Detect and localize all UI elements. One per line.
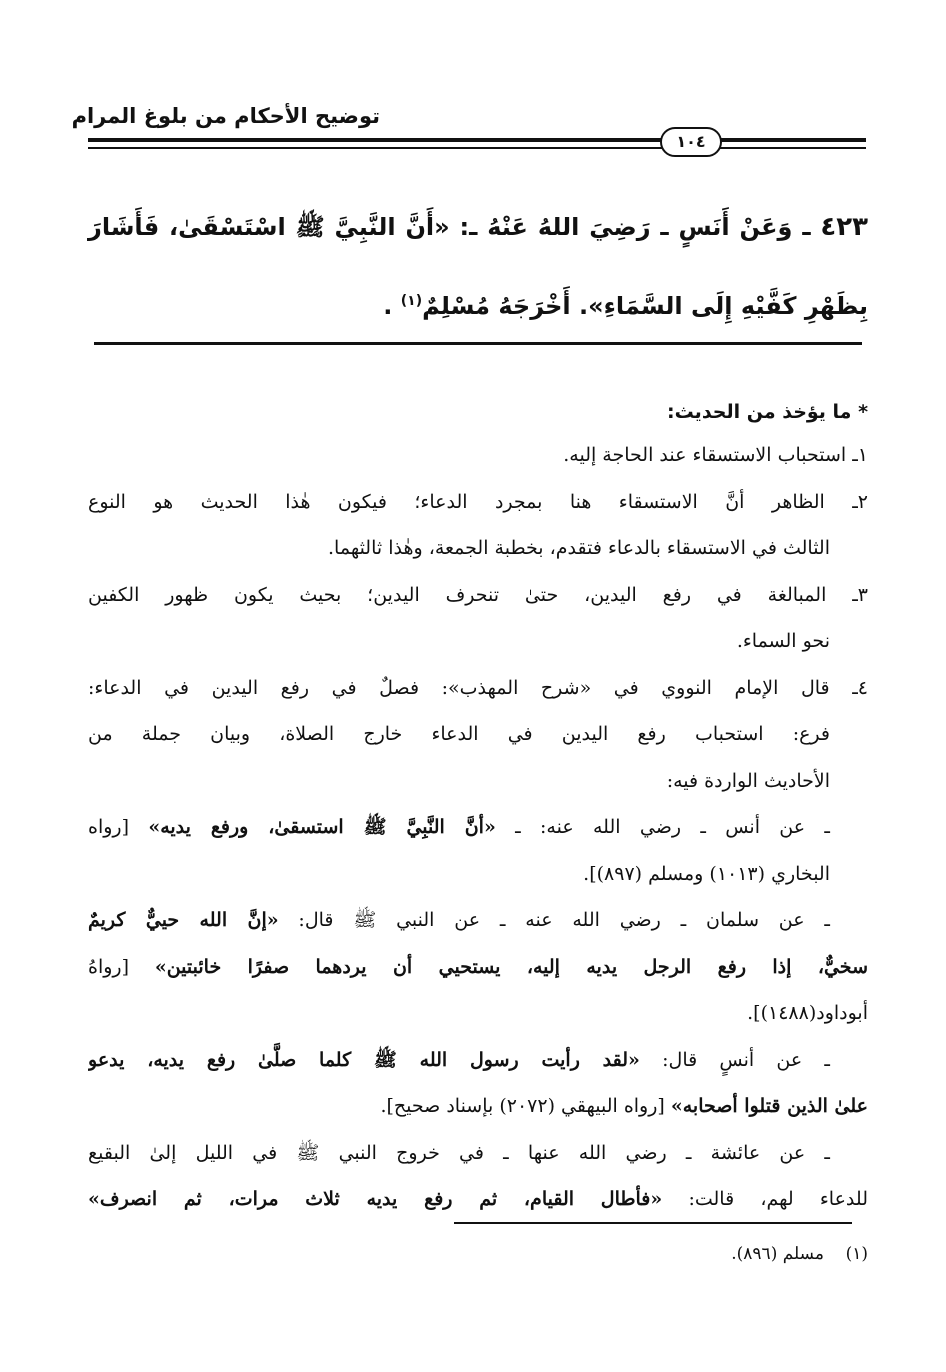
bold-hadith-quote: «إنَّ الله حييٌّ كريمٌ bbox=[88, 909, 279, 931]
line-segment: ٢ـ الظاهر أنَّ الاستسقاء هنا بمجرد الدعاء؛ فيكون هٰذا الحديث هو النوع bbox=[88, 490, 868, 513]
text-line bbox=[88, 572, 868, 619]
line-segment: [رواه bbox=[88, 816, 149, 838]
bold-hadith-quote: سخيٌّ، إذا رفع الرجل يديه إليه، يستحيي أن يردهما صفرًا خائبتين» bbox=[154, 955, 868, 978]
hadith-dash: ـ bbox=[802, 213, 811, 241]
line-segment: الثالث في الاستسقاء بالدعاء فتقدم، بخطبة الجمعة، وهٰذا ثالثهما. bbox=[328, 537, 830, 559]
text-line bbox=[88, 1130, 868, 1177]
line-segment: ـ عن أنسٍ قال: bbox=[639, 1048, 830, 1071]
bold-hadith-quote: «لقد رأيت رسول الله ﷺ كلما صلَّىٰ رفع يديه، يدعو bbox=[88, 1048, 640, 1071]
text-line bbox=[88, 1083, 868, 1130]
footnote-text: مسلم (٨٩٦). bbox=[731, 1244, 824, 1264]
line-segment: ٤ـ قال الإمام النووي في «شرح المهذب»: فصلٌ في رفع اليدين في الدعاء: bbox=[88, 676, 868, 699]
text-line bbox=[88, 804, 868, 851]
hadith-number: ٤٢٣ bbox=[820, 212, 869, 242]
hadith-end: . bbox=[383, 292, 393, 320]
text-line bbox=[88, 944, 868, 991]
section-divider bbox=[94, 342, 862, 345]
footnote-reference: (١) bbox=[400, 293, 423, 309]
benefits-section bbox=[88, 392, 868, 1223]
text-line bbox=[88, 432, 868, 479]
text-line bbox=[88, 990, 868, 1037]
line-segment: ـ عن سلمان ـ رضي الله عنه ـ عن النبي ﷺ قال: bbox=[278, 909, 830, 931]
bold-hadith-quote: علىٰ الذين قتلوا أصحابه» bbox=[670, 1095, 868, 1117]
text-line bbox=[88, 711, 868, 758]
bold-hadith-quote: «أنَّ النَّبِيَّ ﷺ استسقىٰ، ورفع يديه» bbox=[148, 816, 496, 838]
text-line bbox=[88, 851, 868, 898]
text-line bbox=[88, 479, 868, 526]
bold-hadith-quote: «فأطال القيام، ثم رفع يديه ثلاث مرات، ثم انصرف» bbox=[88, 1188, 663, 1210]
section-heading: * ما يؤخذ من الحديث: bbox=[666, 401, 868, 423]
text-line bbox=[88, 897, 868, 944]
footnote bbox=[470, 1244, 868, 1264]
text-line bbox=[88, 1037, 868, 1084]
text-line bbox=[88, 758, 868, 805]
running-header-title: توضيح الأحكام من بلوغ المرام bbox=[71, 104, 380, 128]
line-segment: للدعاء لهم، قالت: bbox=[662, 1188, 868, 1210]
benefits-lines bbox=[88, 432, 868, 1223]
line-segment: ـ عن عائشة ـ رضي الله عنها ـ في خروج النبي ﷺ في الليل إلىٰ البقيع bbox=[88, 1141, 830, 1164]
line-segment: أبوداود(١٤٨٨)]. bbox=[747, 1002, 868, 1024]
line-segment: الأحاديث الواردة فيه: bbox=[666, 769, 830, 792]
text-line bbox=[88, 665, 868, 712]
line-segment: نحو السماء. bbox=[736, 630, 830, 652]
line-segment: ٣ـ المبالغة في رفع اليدين، حتىٰ تنحرف اليدين؛ بحيث يكون ظهور الكفين bbox=[88, 583, 868, 606]
footnote-marker: (١) bbox=[845, 1244, 868, 1264]
hadith-body: وَعَنْ أَنَسٍ ـ رَضِيَ اللهُ عَنْهُ ـ: «أَنَّ النَّبِيَّ ﷺ اسْتَسْقَىٰ، فَأَشَارَ بِظَهْرِ كَفَّيْهِ إِلَى السَّمَاءِ». أَخْرَجَهُ مُسْلِمٌ bbox=[88, 213, 868, 320]
page-number-badge: ١٠٤ bbox=[660, 127, 722, 157]
text-line bbox=[88, 525, 868, 572]
line-segment: البخاري (١٠١٣) ومسلم (٨٩٧)]. bbox=[583, 862, 830, 885]
header-rule-thick bbox=[88, 138, 866, 142]
line-segment: فرع: استحباب رفع اليدين في الدعاء خارج الصلاة، وبيان جملة من bbox=[88, 723, 830, 745]
text-line bbox=[88, 618, 868, 665]
line-segment: [رواهُ bbox=[88, 955, 155, 978]
line-segment: ١ـ استحباب الاستسقاء عند الحاجة إليه. bbox=[563, 444, 868, 466]
hadith-text bbox=[88, 190, 868, 343]
line-segment: [رواه البيهقي (٢٠٧٢) بإسناد صحيح]. bbox=[380, 1095, 671, 1117]
header-rule-thin bbox=[88, 147, 866, 149]
line-segment: ـ عن أنس ـ رضي الله عنه: ـ bbox=[495, 816, 830, 838]
footnote-rule bbox=[454, 1222, 852, 1224]
text-line bbox=[88, 1176, 868, 1223]
